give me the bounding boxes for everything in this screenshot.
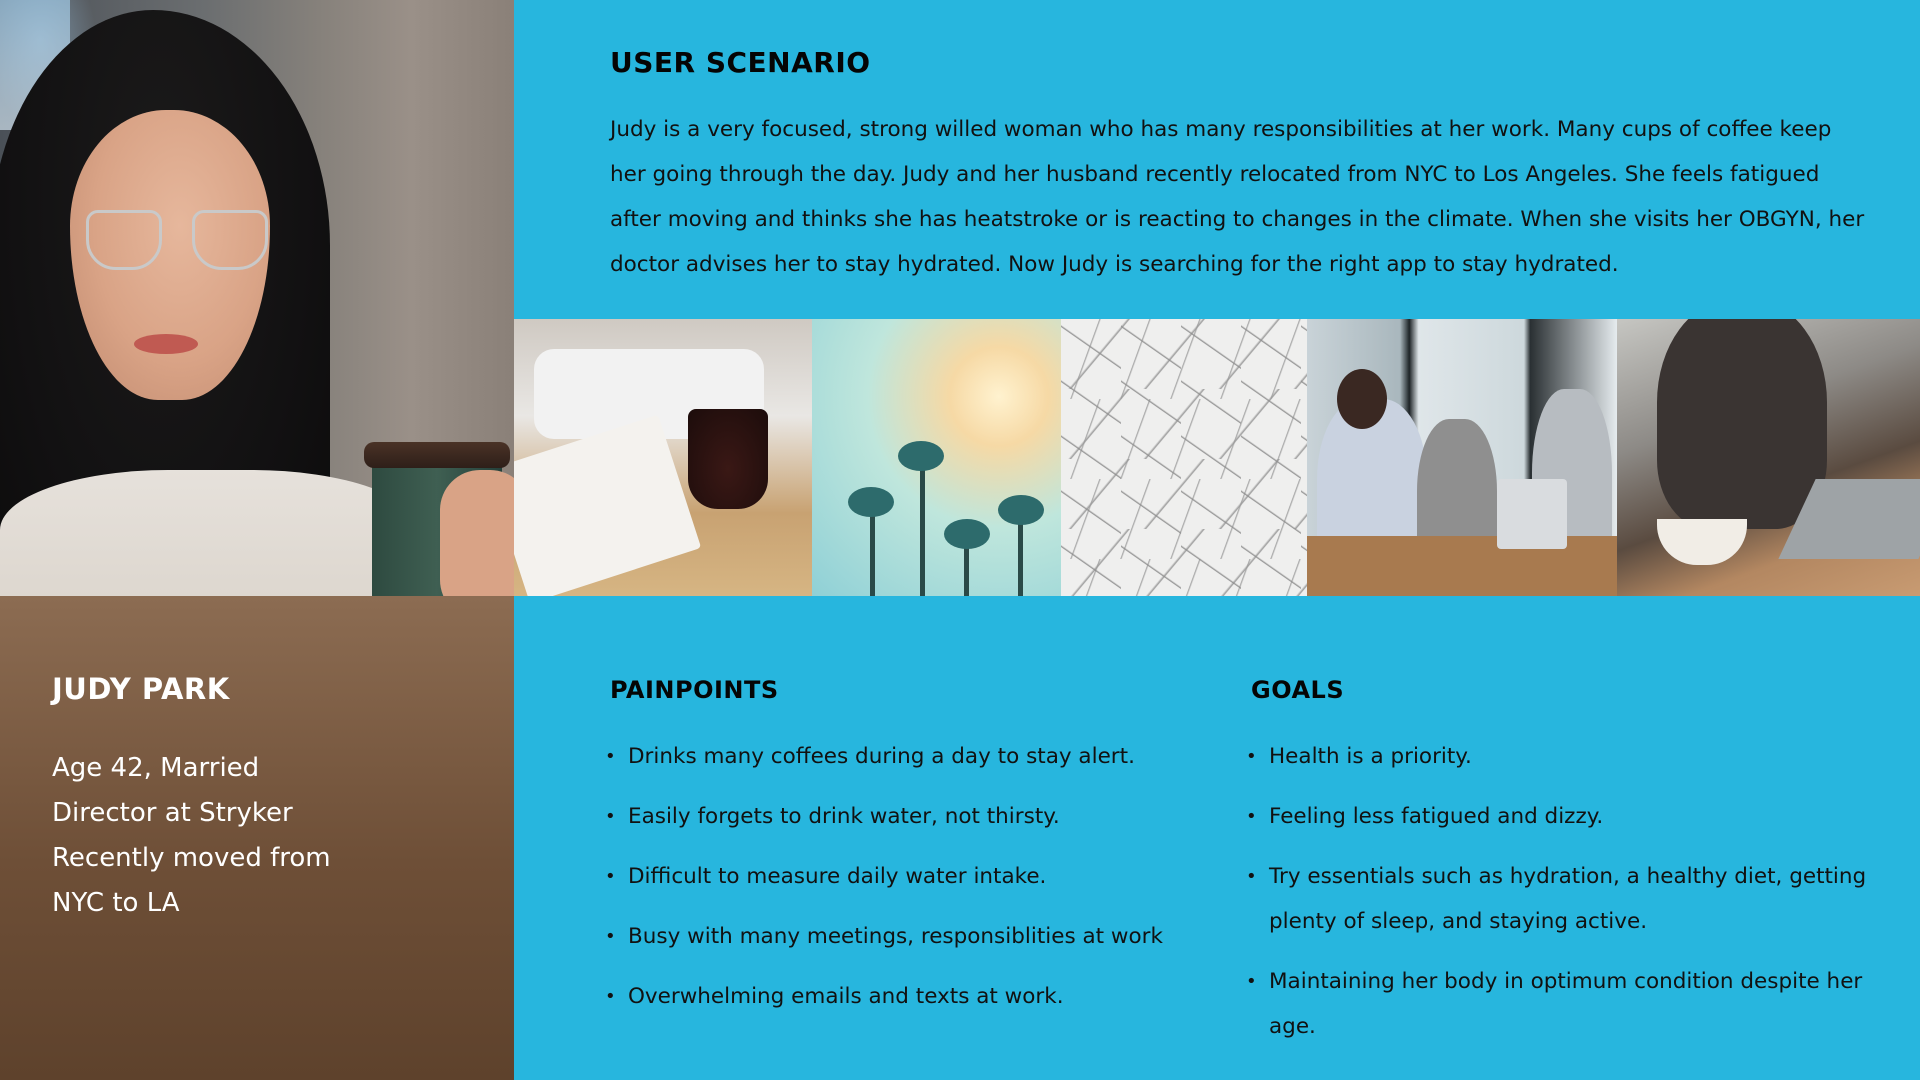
painpoints-title: PAINPOINTS xyxy=(610,676,779,704)
list-item: • Busy with many meetings, responsiblities at work xyxy=(610,914,1210,959)
glasses-icon xyxy=(86,210,162,270)
photo-strip xyxy=(514,319,1920,596)
list-item: • Difficult to measure daily water intake. xyxy=(610,854,1210,899)
list-item: • Easily forgets to drink water, not thirsty. xyxy=(610,794,1210,839)
scenario-title: USER SCENARIO xyxy=(610,46,871,79)
goals-list xyxy=(1251,734,1891,1049)
persona-name: JUDY PARK xyxy=(52,672,230,706)
palm-trees-image xyxy=(812,319,1061,596)
persona-move: Recently moved from xyxy=(52,843,331,873)
scenario-body: Judy is a very focused, strong willed woman who has many responsibilities at her work. Many cups of coffee keep her going through the day. Judy and her husband recently relocated from NYC to Los Angeles. She feels fatigued after moving and thinks she has heatstroke or is reacting to changes in the climate. When she visits her OBGYN, her doctor advises her to stay hydrated. Now Judy is searching for the right app to stay hydrated. xyxy=(610,117,1865,277)
persona-column xyxy=(0,0,514,1080)
painpoints-section xyxy=(610,676,1210,1034)
woman-coffee-phone-image xyxy=(1617,319,1920,596)
list-item: • Overwhelming emails and texts at work. xyxy=(610,974,1210,1019)
list-item: • Health is a priority. xyxy=(1251,734,1891,779)
list-item: • Maintaining her body in optimum condition despite her age. xyxy=(1251,959,1891,1049)
persona-details xyxy=(52,746,462,926)
list-item: • Try essentials such as hydration, a healthy diet, getting plenty of sleep, and staying active. xyxy=(1251,854,1891,944)
list-item: • Drinks many coffees during a day to stay alert. xyxy=(610,734,1210,779)
list-item: • Feeling less fatigued and dizzy. xyxy=(1251,794,1891,839)
goals-section xyxy=(1251,676,1891,1064)
persona-move-location: NYC to LA xyxy=(52,888,180,918)
persona-age: Age 42, Married xyxy=(52,753,260,783)
office-meeting-image xyxy=(1307,319,1617,596)
persona-card xyxy=(0,596,514,1080)
user-scenario-section xyxy=(610,46,1870,287)
painpoints-list xyxy=(610,734,1210,1019)
bed-coffee-image xyxy=(514,319,812,596)
persona-photo xyxy=(0,0,514,596)
goals-title: GOALS xyxy=(1251,676,1345,704)
dry-cracked-ground-image xyxy=(1061,319,1307,596)
persona-job: Director at Stryker xyxy=(52,798,293,828)
